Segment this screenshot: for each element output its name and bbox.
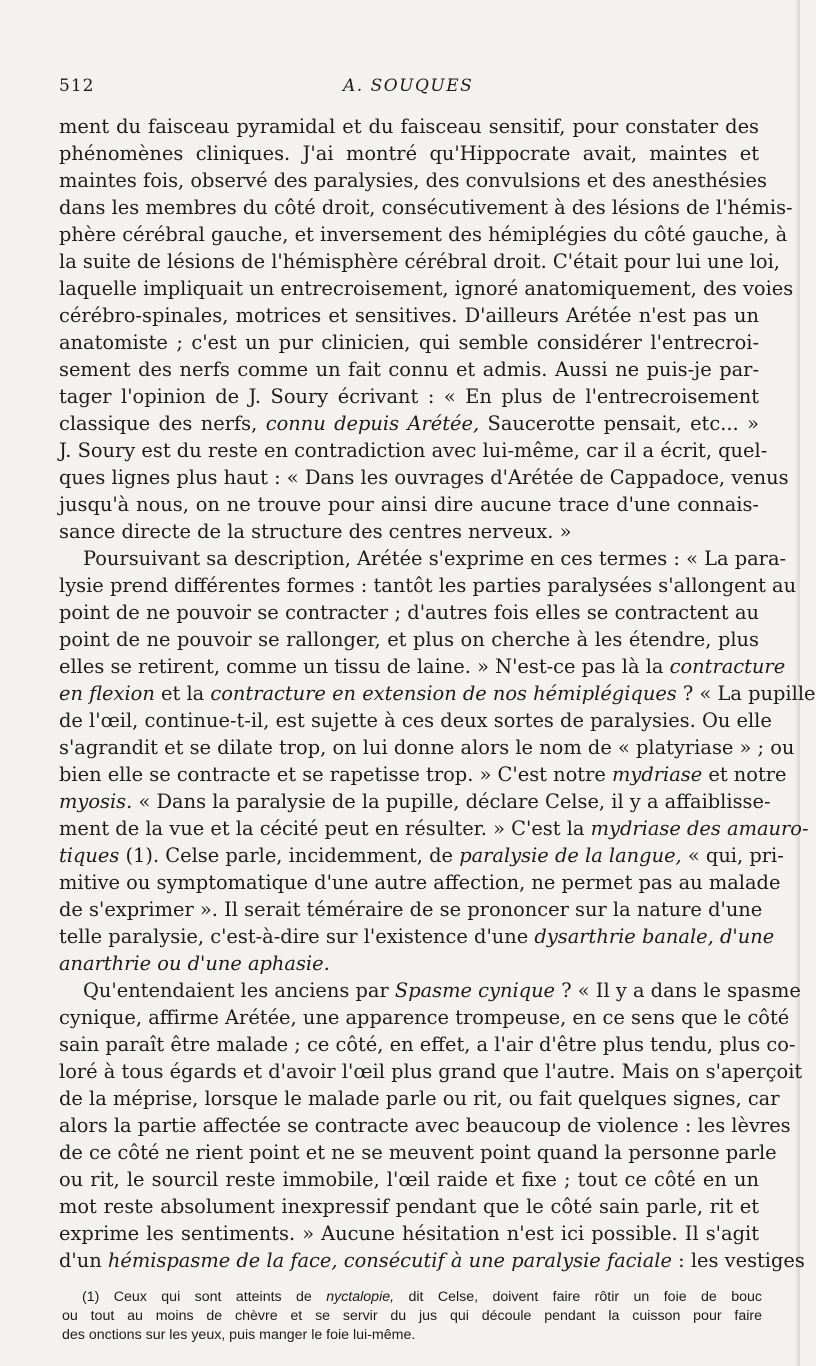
text-segment: ou tout au moins de chèvre et se servir du jus qui découle pendant la cuisson pour faire	[62, 1308, 762, 1324]
footnote-line	[62, 1326, 762, 1345]
text-line	[59, 1031, 796, 1058]
text-segment: des onctions sur les yeux, puis manger le foie lui-même.	[62, 1327, 416, 1343]
text-segment: alors la partie affectée se contracte avec beaucoup de violence : les lèvres	[59, 1114, 791, 1137]
text-segment: la suite de lésions de l'hémisphère cérébral droit. C'était pour lui une loi,	[59, 250, 780, 273]
text-segment: ment de la vue et la cécité peut en résulter. » C'est la	[59, 817, 591, 840]
text-line	[59, 923, 775, 950]
text-line	[59, 869, 781, 896]
page-number: 512	[59, 76, 95, 96]
text-line	[59, 167, 767, 194]
body-text	[59, 113, 816, 1274]
text-segment: cynique, affirme Arétée, une apparence trompeuse, en ce sens que le côté	[59, 1006, 790, 1029]
text-segment: et la	[154, 682, 211, 705]
text-segment: ment du faisceau pyramidal et du faisceau sensitif, pour constater des	[59, 115, 759, 138]
italic-phrase: tiques	[59, 844, 120, 867]
text-line	[59, 707, 772, 734]
text-line	[59, 761, 787, 788]
text-segment: d'un	[59, 1249, 108, 1272]
footnote-line	[62, 1307, 762, 1326]
text-segment: ? « Il y a dans le spasme	[555, 979, 801, 1002]
text-segment: de s'exprimer ». Il serait téméraire de se prononcer sur la nature d'une	[59, 898, 763, 921]
text-segment: de ce côté ne rient point et ne se meuvent point quand la personne parle	[59, 1141, 777, 1164]
text-segment: de la méprise, lorsque le malade parle ou rit, ou fait quelques signes, car	[59, 1087, 780, 1110]
text-line	[59, 1139, 777, 1166]
text-line	[59, 1166, 759, 1193]
italic-phrase: hémispasme de la face, consécutif à une paralysie faciale	[107, 1249, 672, 1272]
italic-phrase: contracture	[669, 655, 786, 678]
text-line	[59, 977, 801, 1004]
text-line	[59, 950, 759, 977]
footnote-line	[62, 1288, 762, 1307]
text-line	[59, 194, 793, 221]
text-segment: point de ne pouvoir se contracter ; d'autres fois elles se contractent au	[59, 601, 759, 624]
text-segment: dans les membres du côté droit, consécutivement à des lésions de l'hémis-	[59, 196, 793, 219]
footnotes	[62, 1288, 762, 1345]
text-line	[59, 302, 759, 329]
text-segment: elles se retirent, comme un tissu de laine. » N'est-ce pas là la	[59, 655, 670, 678]
text-segment: sement des nerfs comme un fait connu et admis. Aussi ne puis-je par-	[59, 358, 759, 381]
text-segment: Saucerotte pensait, etc... »	[479, 412, 759, 435]
text-line	[59, 464, 789, 491]
italic-phrase: contracture en extension de nos hémiplégiques	[210, 682, 677, 705]
text-line	[59, 680, 816, 707]
text-segment: loré à tous égards et d'avoir l'œil plus grand que l'autre. Mais on s'aperçoit	[59, 1060, 803, 1083]
text-line	[59, 113, 759, 140]
text-segment: et notre	[702, 763, 787, 786]
text-segment: sance directe de la structure des centres nerveux. »	[59, 520, 572, 543]
text-segment: jusqu'à nous, on ne trouve pour ainsi dire aucune trace d'une connais-	[59, 493, 759, 516]
text-segment: phère cérébral gauche, et inversement des hémiplégies du côté gauche, à	[59, 223, 788, 246]
text-line	[59, 140, 759, 167]
text-segment: phénomènes cliniques. J'ai montré qu'Hippocrate avait, maintes et	[59, 142, 759, 165]
text-line	[59, 410, 759, 437]
italic-phrase: nyctalopie,	[326, 1289, 395, 1305]
text-segment: dit Celse, doivent faire rôtir un foie de bouc	[394, 1289, 762, 1305]
text-segment: point de ne pouvoir se rallonger, et plus on cherche à les étendre, plus	[59, 628, 759, 651]
text-segment: « Dans la paralysie de la pupille, déclare Celse, il y a affaiblisse-	[132, 790, 771, 813]
text-segment: Poursuivant sa description, Arétée s'exprime en ces termes : « La para-	[83, 547, 787, 570]
text-line	[59, 1220, 759, 1247]
text-segment: maintes fois, observé des paralysies, des convulsions et des anesthésies	[59, 169, 767, 192]
italic-phrase: mydriase	[611, 763, 703, 786]
text-line	[59, 356, 759, 383]
text-line	[59, 1058, 803, 1085]
text-line	[59, 599, 759, 626]
text-segment: (1) Ceux qui sont atteints de	[82, 1289, 327, 1305]
text-line	[59, 788, 771, 815]
italic-phrase: paralysie de la langue,	[459, 844, 682, 867]
text-segment: mitive ou symptomatique d'une autre affection, ne permet pas au malade	[59, 871, 781, 894]
text-line	[59, 896, 763, 923]
italic-phrase: Spasme cynique	[394, 979, 556, 1002]
text-segment: s'agrandit et se dilate trop, on lui donne alors le nom de « platyriase » ; ou	[59, 736, 795, 759]
text-segment: tager l'opinion de J. Soury écrivant : « En plus de l'entrecroisement	[59, 385, 759, 408]
text-segment: laquelle impliquait un entrecroisement, ignoré anatomiquement, des voies	[59, 277, 794, 300]
text-line	[59, 842, 784, 869]
text-segment: : les vestiges	[671, 1249, 805, 1272]
italic-phrase: mydriase des amauro-	[590, 817, 809, 840]
italic-phrase: dysarthrie banale, d'une	[534, 925, 775, 948]
text-line	[59, 815, 809, 842]
text-segment: bien elle se contracte et se rapetisse trop. » C'est notre	[59, 763, 612, 786]
text-line	[59, 221, 788, 248]
text-line	[59, 491, 759, 518]
text-segment: classique des nerfs,	[59, 412, 266, 435]
text-segment: ques lignes plus haut : « Dans les ouvrages d'Arétée de Cappadoce, venus	[59, 466, 789, 489]
text-line	[59, 1193, 759, 1220]
text-line	[59, 626, 759, 653]
text-line	[59, 734, 795, 761]
italic-phrase: myosis.	[59, 790, 133, 813]
text-line	[59, 329, 759, 356]
text-segment: de l'œil, continue-t-il, est sujette à ces deux sortes de paralysies. Ou elle	[59, 709, 772, 732]
text-line	[59, 437, 768, 464]
text-line	[59, 275, 794, 302]
text-line	[59, 1004, 790, 1031]
text-segment: « qui, pri-	[681, 844, 784, 867]
running-head: A. SOUQUES	[343, 76, 474, 96]
text-segment: J. Soury est du reste en contradiction avec lui-même, car il a écrit, quel-	[59, 439, 768, 462]
text-segment: ? « La pupille	[676, 682, 816, 705]
text-line	[59, 653, 786, 680]
text-segment: exprime les sentiments. » Aucune hésitation n'est ici possible. Il s'agit	[59, 1222, 759, 1245]
text-line	[59, 1247, 805, 1274]
text-line	[59, 1112, 791, 1139]
text-segment: anatomiste ; c'est un pur clinicien, qui semble considérer l'entrecroi-	[59, 331, 759, 354]
text-line	[59, 518, 759, 545]
text-segment: lysie prend différentes formes : tantôt les parties paralysées s'allongent au	[59, 574, 797, 597]
page-header	[59, 76, 759, 104]
text-segment: cérébro-spinales, motrices et sensitives. D'ailleurs Arétée n'est pas un	[59, 304, 759, 327]
text-segment: telle paralysie, c'est-à-dire sur l'existence d'une	[59, 925, 535, 948]
text-segment: sain paraît être malade ; ce côté, en effet, a l'air d'être plus tendu, plus co-	[59, 1033, 796, 1056]
text-line	[59, 383, 759, 410]
italic-phrase: anarthrie ou d'une aphasie.	[59, 952, 330, 975]
text-line	[59, 1085, 780, 1112]
text-line	[59, 572, 797, 599]
text-line	[59, 248, 780, 275]
italic-phrase: connu depuis Arétée,	[265, 412, 480, 435]
text-segment: ou rit, le sourcil reste immobile, l'œil raide et fixe ; tout ce côté en un	[59, 1168, 759, 1191]
text-segment: mot reste absolument inexpressif pendant que le côté sain parle, rit et	[59, 1195, 759, 1218]
text-segment: Qu'entendaient les anciens par	[83, 979, 395, 1002]
text-segment: (1). Celse parle, incidemment, de	[119, 844, 460, 867]
text-line	[59, 545, 787, 572]
italic-phrase: en flexion	[59, 682, 155, 705]
